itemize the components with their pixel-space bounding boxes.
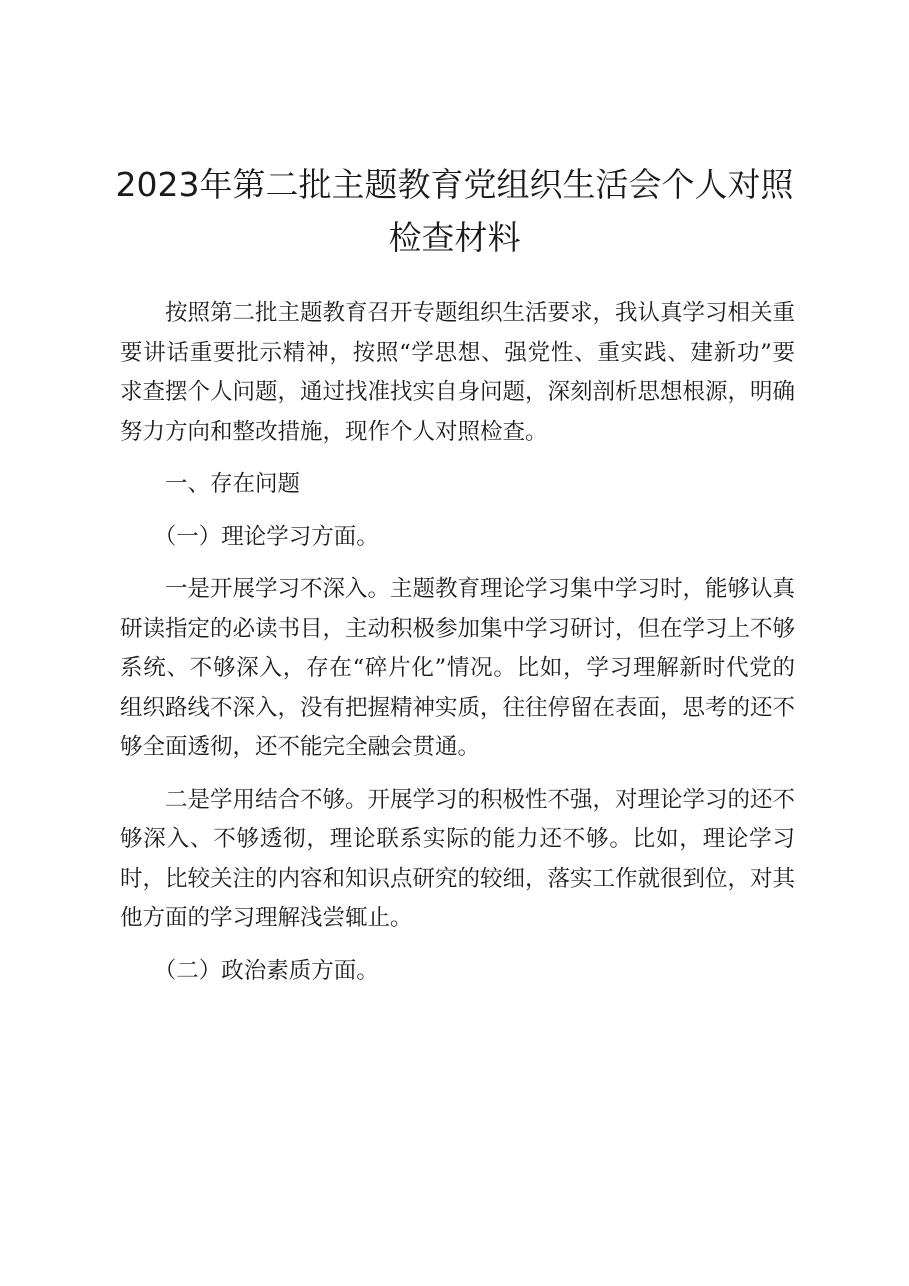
subsection-heading-theory-study: （一）理论学习方面。 — [153, 523, 379, 550]
document-body — [120, 294, 795, 1004]
subsection-heading-political-quality: （二）政治素质方面。 — [153, 957, 379, 984]
document-title: 2023年第二批主题教育党组织生活会个人对照检查材料 — [115, 165, 794, 257]
section-heading-problems: 一、存在问题 — [165, 471, 301, 497]
point-paragraph-1: 一是开展学习不深入。主题教育理论学习集中学习时，能够认真研读指定的必读书目，主动积极参加集中学习研讨，但在学习上不够系统、不够深入，存在“碎片化”情况。比如，学习理解新时代党的组织路线不深入，没有把握精神实质，往往停留在表面，思考的还不够全面透彻，还不能完全融会贯通。 — [120, 576, 796, 760]
point-paragraph-2: 二是学用结合不够。开展学习的积极性不强，对理论学习的还不够深入、不够透彻，理论联系实际的能力还不够。比如，理论学习时，比较关注的内容和知识点研究的较细，落实工作就很到位，对其他方面的学习理解浅尝辄止。 — [120, 786, 796, 931]
intro-paragraph: 按照第二批主题教育召开专题组织生活要求，我认真学习相关重要讲话重要批示精神，按照“学思想、强党性、重实践、建新功”要求查摆个人问题，通过找准找实自身问题，深刻剖析思想根源，明确努力方向和整改措施，现作个人对照检查。 — [120, 300, 796, 445]
